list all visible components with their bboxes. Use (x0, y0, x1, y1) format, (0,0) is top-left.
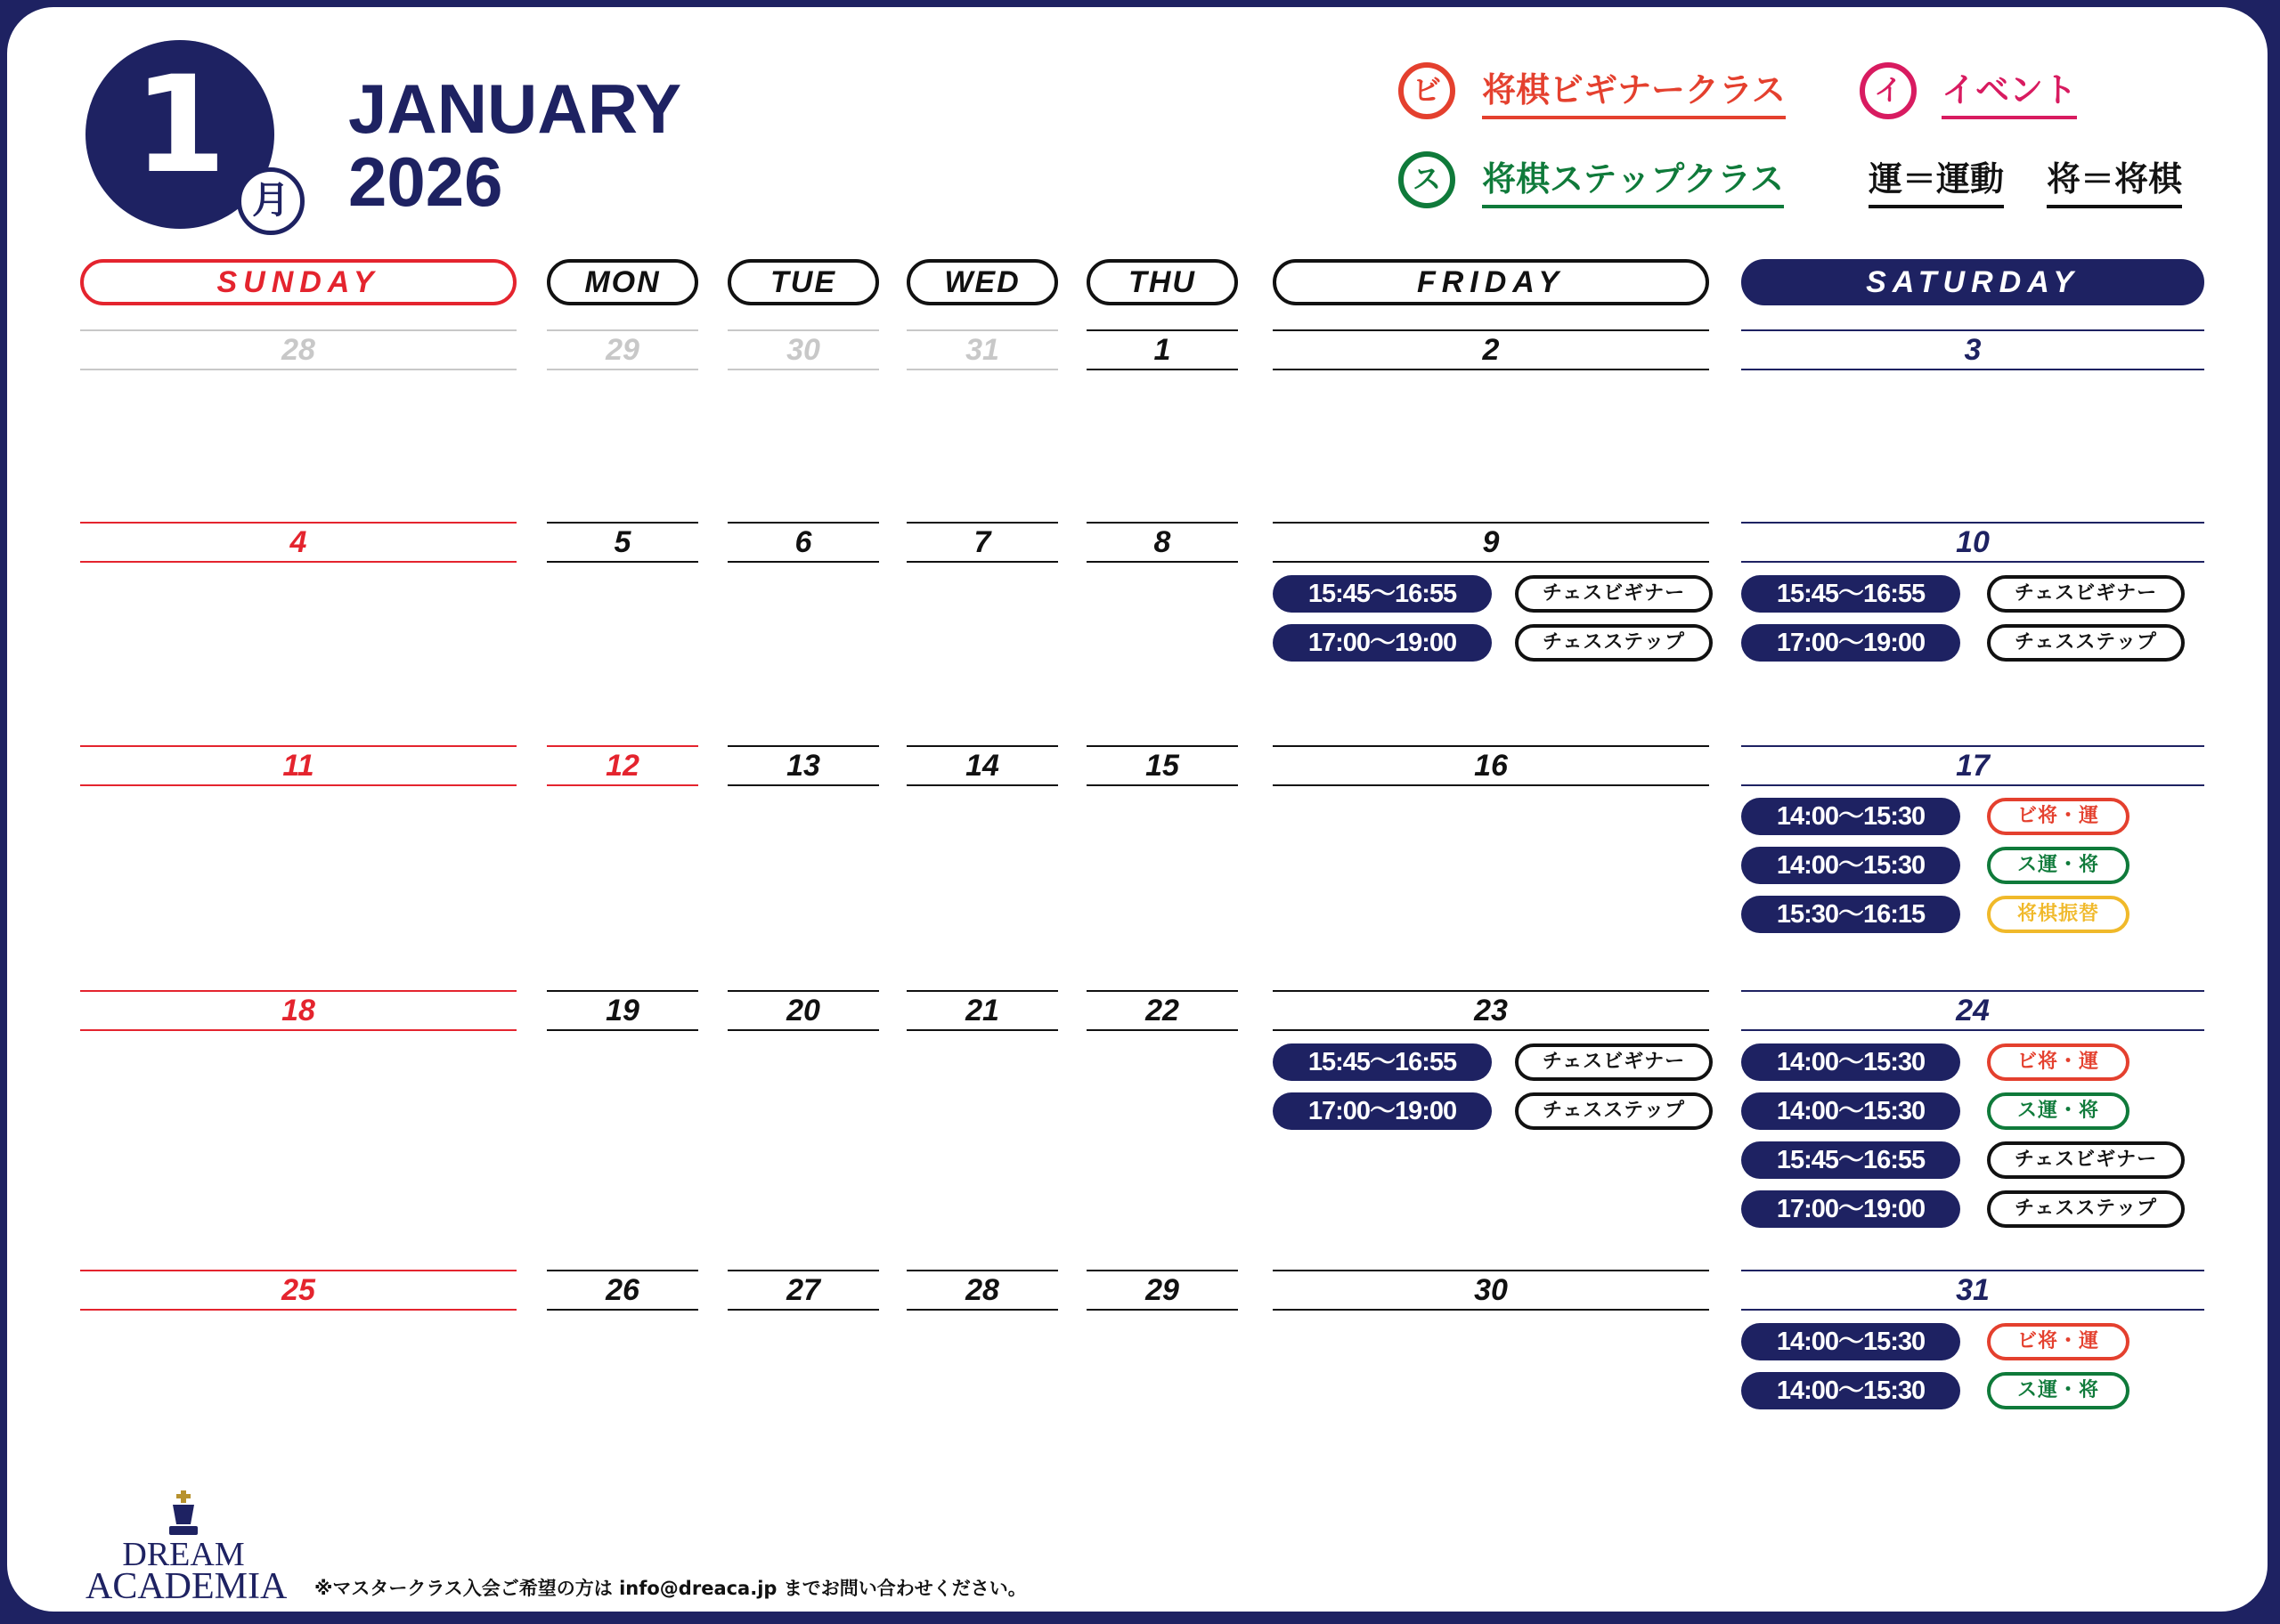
event-class-tag: ス運・将 (1987, 1092, 2129, 1130)
date-tue-w4: 27 (728, 1270, 879, 1311)
date-thu-w3: 22 (1087, 990, 1238, 1031)
date-wed-w2: 14 (907, 745, 1058, 786)
event-time: 14:00〜15:30 (1741, 847, 1960, 884)
event-class-tag: ビ将・運 (1987, 1043, 2129, 1081)
date-thu-w0: 1 (1087, 329, 1238, 370)
date-sun-w3: 18 (80, 990, 517, 1031)
legend-beginner-label: 将棋ビギナークラス (1482, 68, 1786, 119)
event-class-tag: ス運・将 (1987, 1372, 2129, 1409)
event-time: 14:00〜15:30 (1741, 1043, 1960, 1081)
event-time: 17:00〜19:00 (1273, 624, 1492, 662)
logo-line-1: DREAM (122, 1536, 245, 1573)
date-tue-w3: 20 (728, 990, 879, 1031)
event-time: 17:00〜19:00 (1741, 624, 1960, 662)
event-time: 15:45〜16:55 (1273, 1043, 1492, 1081)
event-class-tag: ス運・将 (1987, 847, 2129, 884)
month-number: 1 (133, 48, 227, 203)
legend-event-label: イベント (1942, 68, 2077, 119)
year: 2026 (348, 142, 503, 221)
date-thu-w2: 15 (1087, 745, 1238, 786)
event-time: 15:45〜16:55 (1273, 575, 1492, 613)
date-sun-w1: 4 (80, 522, 517, 563)
date-wed-w3: 21 (907, 990, 1058, 1031)
event-class-tag: チェスビギナー (1515, 575, 1713, 613)
date-wed-w1: 7 (907, 522, 1058, 563)
date-sun-w0: 28 (80, 329, 517, 370)
event-time: 14:00〜15:30 (1741, 1092, 1960, 1130)
event-class-tag: チェスビギナー (1987, 575, 2185, 613)
event-time: 17:00〜19:00 (1273, 1092, 1492, 1130)
event-class-tag: チェスビギナー (1515, 1043, 1713, 1081)
date-sat-w1: 10 (1741, 522, 2204, 563)
date-fri-w0: 2 (1273, 329, 1709, 370)
footer-note: ※マスタークラス入会ご希望の方は info@dreaca.jp までお問い合わせください。 (314, 1578, 1027, 1599)
date-tue-w2: 13 (728, 745, 879, 786)
date-sun-w4: 25 (80, 1270, 517, 1311)
month-kanji: 月 (237, 167, 305, 235)
date-fri-w4: 30 (1273, 1270, 1709, 1311)
weekday-wednesday: WED (907, 259, 1058, 305)
date-wed-w4: 28 (907, 1270, 1058, 1311)
weekday-thursday: THU (1087, 259, 1238, 305)
date-fri-w3: 23 (1273, 990, 1709, 1031)
date-sat-w2: 17 (1741, 745, 2204, 786)
date-sat-w3: 24 (1741, 990, 2204, 1031)
event-class-tag: チェスビギナー (1987, 1141, 2185, 1179)
date-tue-w0: 30 (728, 329, 879, 370)
date-thu-w1: 8 (1087, 522, 1238, 563)
event-time: 15:30〜16:15 (1741, 896, 1960, 933)
legend-undou-label: 運＝運動 (1869, 157, 2004, 208)
date-mon-w2: 12 (547, 745, 698, 786)
event-time: 17:00〜19:00 (1741, 1190, 1960, 1228)
event-class-tag: チェスステップ (1515, 624, 1713, 662)
chess-king-icon (164, 1490, 203, 1537)
legend-event-mark: イ (1860, 62, 1917, 119)
weekday-tuesday: TUE (728, 259, 879, 305)
date-mon-w0: 29 (547, 329, 698, 370)
event-class-tag: 将棋振替 (1987, 896, 2129, 933)
date-wed-w0: 31 (907, 329, 1058, 370)
date-mon-w3: 19 (547, 990, 698, 1031)
date-sat-w4: 31 (1741, 1270, 2204, 1311)
event-class-tag: ビ将・運 (1987, 1323, 2129, 1360)
legend-step-mark: ス (1398, 151, 1455, 208)
event-time: 14:00〜15:30 (1741, 798, 1960, 835)
event-class-tag: チェスステップ (1515, 1092, 1713, 1130)
date-fri-w1: 9 (1273, 522, 1709, 563)
date-fri-w2: 16 (1273, 745, 1709, 786)
weekday-monday: MON (547, 259, 698, 305)
event-time: 14:00〜15:30 (1741, 1372, 1960, 1409)
date-mon-w1: 5 (547, 522, 698, 563)
logo-line-2: ACADEMIA (86, 1566, 288, 1607)
event-time: 15:45〜16:55 (1741, 1141, 1960, 1179)
legend-step-label: 将棋ステップクラス (1482, 157, 1784, 208)
event-class-tag: ビ将・運 (1987, 798, 2129, 835)
month-name: JANUARY (348, 69, 682, 148)
calendar-frame (7, 7, 2268, 1612)
weekday-saturday: SATURDAY (1741, 259, 2204, 305)
event-time: 14:00〜15:30 (1741, 1323, 1960, 1360)
event-class-tag: チェスステップ (1987, 1190, 2185, 1228)
event-class-tag: チェスステップ (1987, 624, 2185, 662)
date-mon-w4: 26 (547, 1270, 698, 1311)
date-sat-w0: 3 (1741, 329, 2204, 370)
event-time: 15:45〜16:55 (1741, 575, 1960, 613)
date-tue-w1: 6 (728, 522, 879, 563)
legend-beginner-mark: ビ (1398, 62, 1455, 119)
weekday-sunday: SUNDAY (80, 259, 517, 305)
legend-shogi-label: 将＝将棋 (2047, 157, 2182, 208)
weekday-friday: FRIDAY (1273, 259, 1709, 305)
date-sun-w2: 11 (80, 745, 517, 786)
date-thu-w4: 29 (1087, 1270, 1238, 1311)
